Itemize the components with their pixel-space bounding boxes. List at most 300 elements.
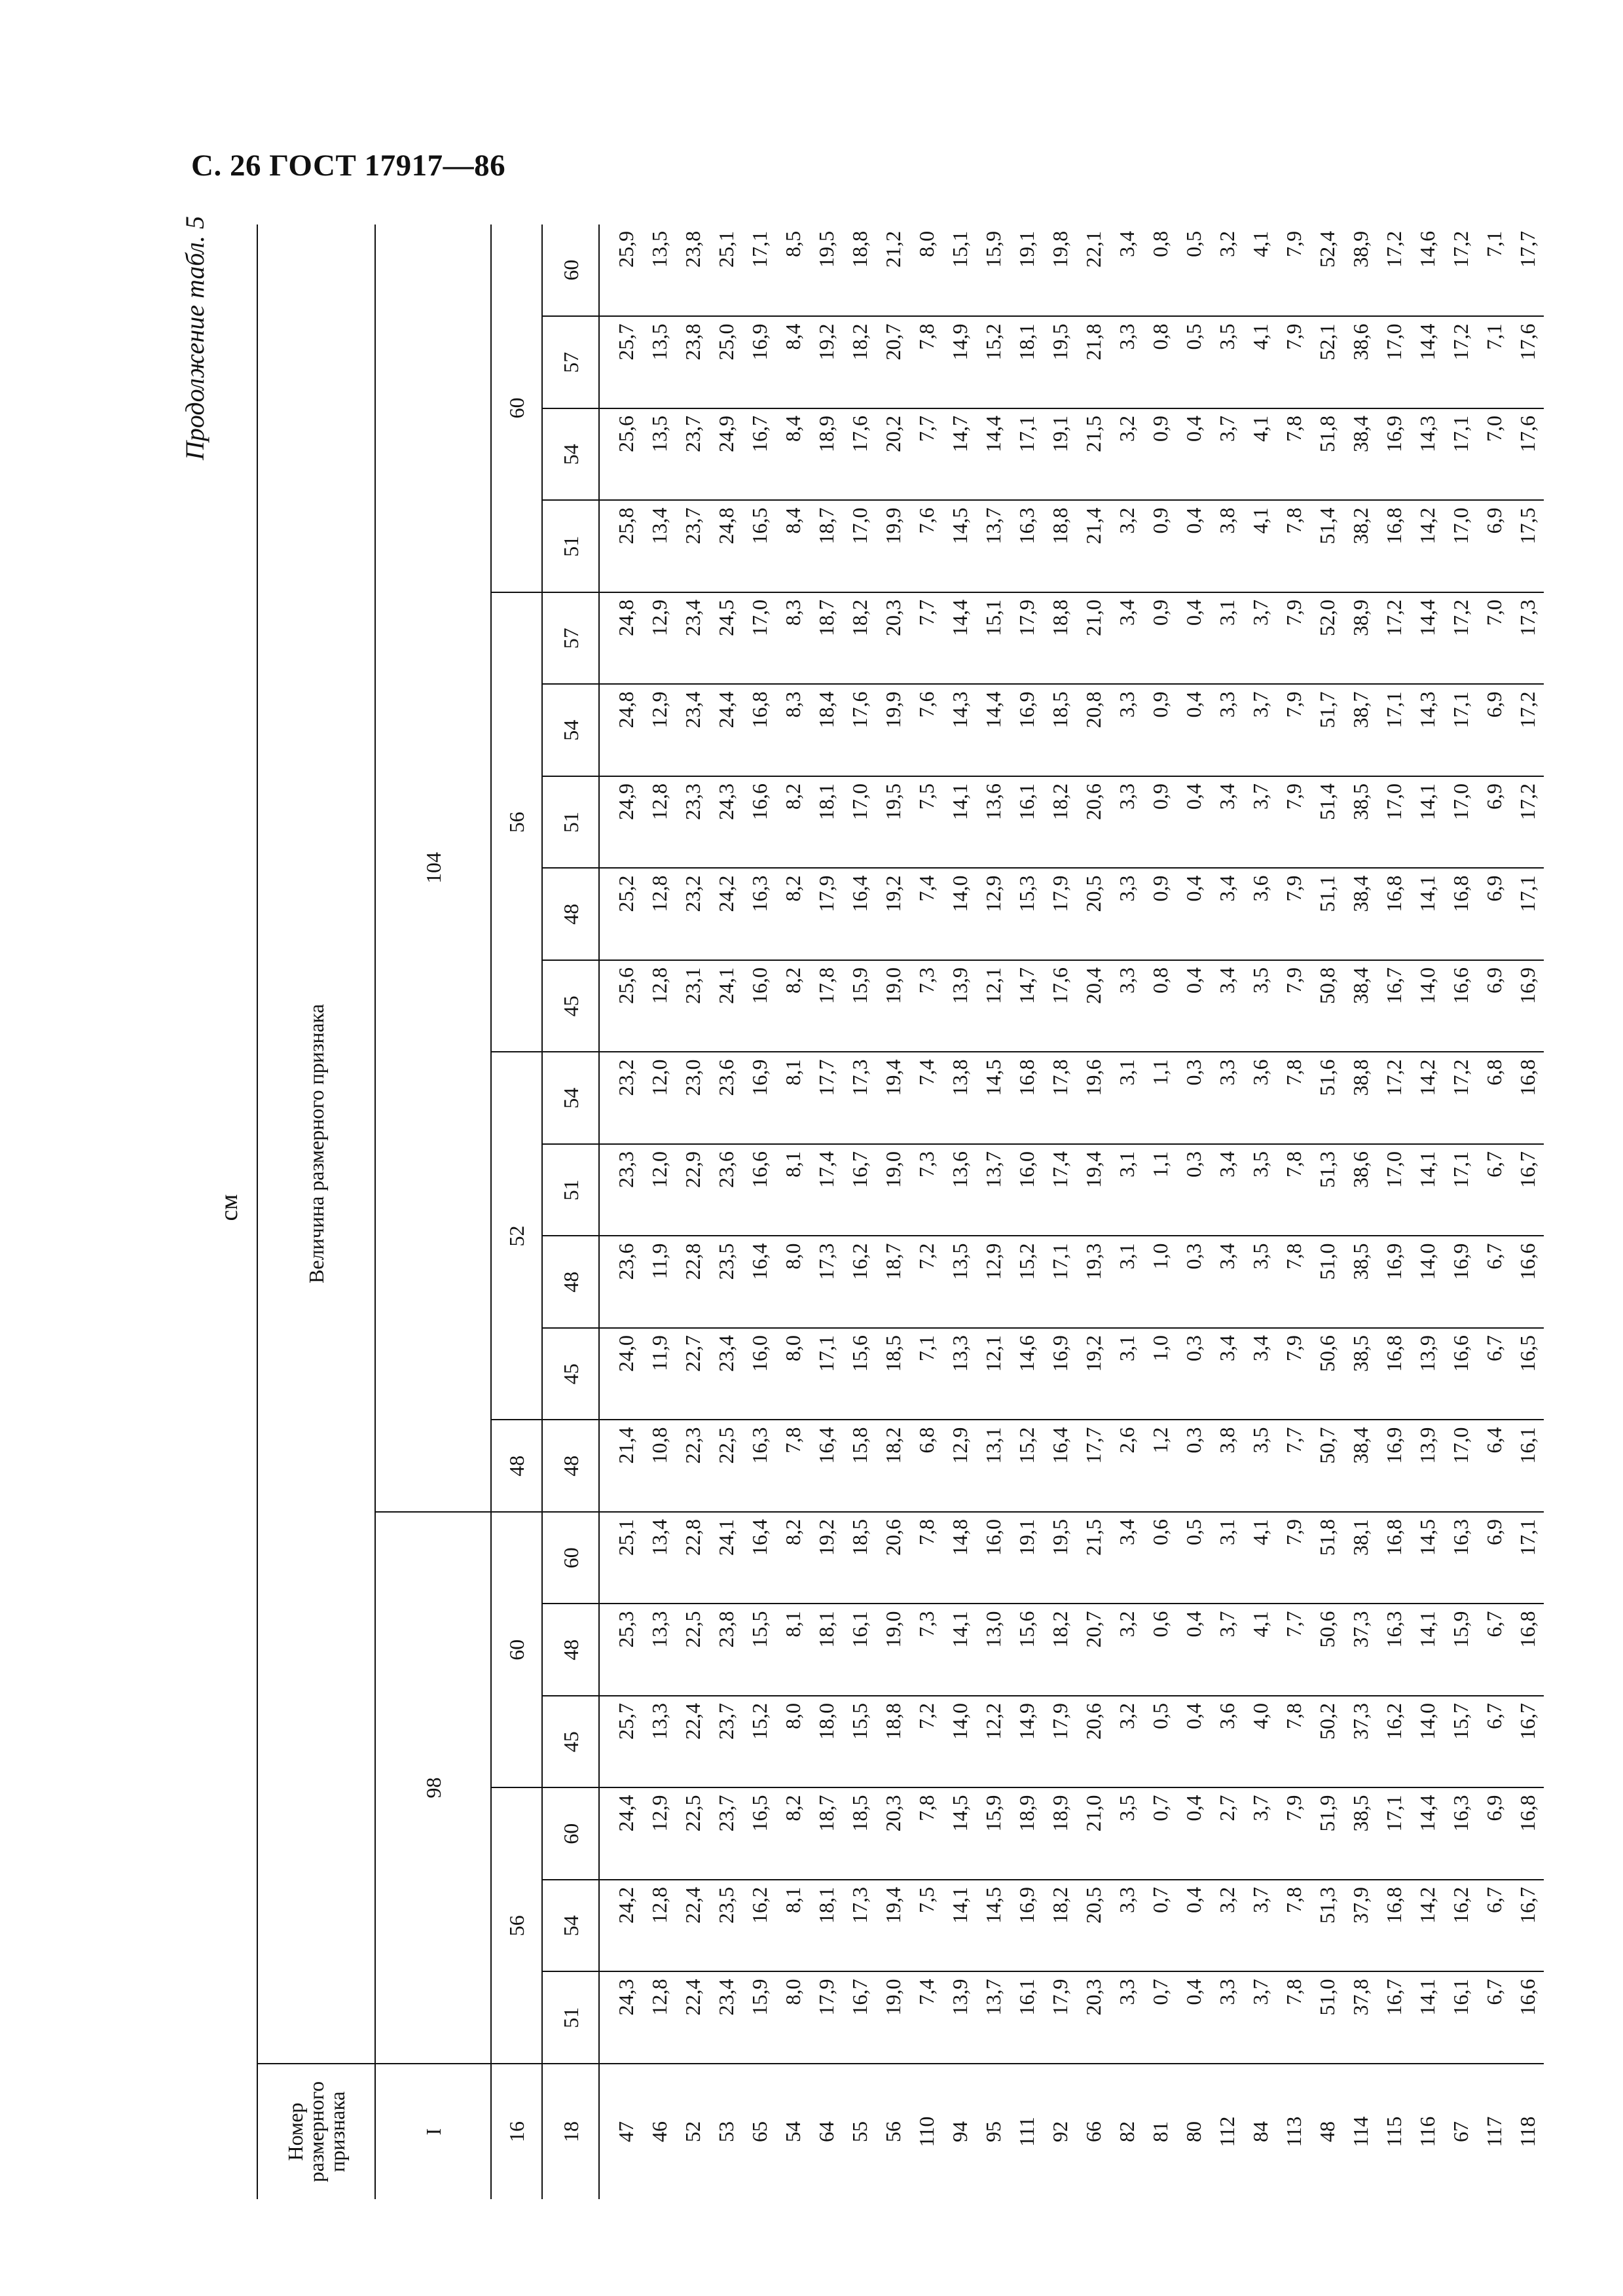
table-cell: 19,2	[809, 317, 843, 409]
table-cell: 38,5	[1343, 1788, 1377, 1880]
table-row	[742, 224, 776, 2199]
table-cell: 0,6	[1143, 1604, 1176, 1696]
table-cell: 24,0	[599, 1328, 642, 1420]
table-cell: 24,1	[709, 960, 742, 1052]
table-cell: 17,1	[1444, 408, 1477, 501]
table-cell: 12,9	[642, 592, 676, 685]
table-cell: 15,2	[1010, 1420, 1043, 1513]
table-cell: 17,0	[1444, 501, 1477, 593]
table-cell: 18,7	[809, 501, 843, 593]
row-number: 67	[1448, 2121, 1472, 2142]
group-header: 104	[375, 224, 491, 1512]
table-cell: 38,7	[1343, 685, 1377, 777]
table-cell: 23,1	[676, 960, 709, 1052]
table-cell: 22,8	[676, 1512, 709, 1604]
table-cell: 17,9	[809, 869, 843, 961]
column-header: 51	[542, 1972, 599, 2064]
table-cell: 13,4	[642, 1512, 676, 1604]
column-header: 48	[542, 1236, 599, 1329]
table-cell: 37,3	[1343, 1604, 1377, 1696]
table-cell: 18,2	[1043, 776, 1076, 869]
table-row	[1076, 224, 1110, 2199]
row-number: 111	[1014, 2117, 1038, 2147]
table-cell: 37,8	[1343, 1972, 1377, 2064]
table-cell: 7,8	[1277, 1052, 1310, 1145]
table-cell: 14,0	[943, 869, 976, 961]
table-cell: 13,4	[642, 501, 676, 593]
table-cell: 6,9	[1477, 869, 1510, 961]
table-cell: 20,6	[1076, 1696, 1110, 1788]
table-cell: 51,7	[1310, 685, 1343, 777]
table-row	[1377, 224, 1410, 2199]
table-cell: 8,2	[776, 869, 809, 961]
table-cell: 16,1	[1010, 1972, 1043, 2064]
table-row	[809, 224, 843, 2199]
table-cell: 16,8	[1510, 1052, 1544, 1145]
table-cell: 51,6	[1310, 1052, 1343, 1145]
table-cell: 12,9	[976, 869, 1010, 961]
table-cell: 23,6	[709, 1144, 742, 1236]
table-cell: 12,9	[642, 1788, 676, 1880]
table-cell: 7,8	[1277, 1696, 1310, 1788]
table-cell: 17,6	[1510, 317, 1544, 409]
table-cell: 1,1	[1143, 1052, 1176, 1145]
table-cell: 38,6	[1343, 1144, 1377, 1236]
table-cell: 4,1	[1243, 501, 1277, 593]
table-cell: 51,1	[1310, 869, 1343, 961]
table-cell: 8,1	[776, 1604, 809, 1696]
table-cell: 7,9	[1277, 592, 1310, 685]
table-cell: 7,8	[1277, 1144, 1310, 1236]
table-cell: 14,4	[1410, 592, 1444, 685]
table-cell: 12,8	[642, 1880, 676, 1972]
table-cell: 0,9	[1143, 501, 1176, 593]
table-cell: 23,4	[709, 1972, 742, 2064]
table-cell: 16,9	[1043, 1328, 1076, 1420]
row-number: 46	[647, 2121, 671, 2142]
table-cell: 8,5	[776, 224, 809, 317]
table-cell: 18,1	[809, 1604, 843, 1696]
table-cell: 16,4	[809, 1420, 843, 1513]
column-header: 51	[542, 1144, 599, 1236]
row-number: 55	[847, 2121, 871, 2142]
table-cell: 17,3	[843, 1052, 876, 1145]
table-cell: 13,6	[976, 776, 1010, 869]
table-cell: 17,2	[1444, 224, 1477, 317]
table-row	[976, 224, 1010, 2199]
table-cell: 24,5	[709, 592, 742, 685]
table-cell: 17,7	[809, 1052, 843, 1145]
table-cell: 19,0	[876, 1972, 909, 2064]
table-cell: 25,1	[709, 224, 742, 317]
table-cell: 17,2	[1377, 224, 1410, 317]
table-cell: 17,0	[1444, 776, 1477, 869]
table-row	[642, 224, 676, 2199]
table-cell: 16,4	[742, 1512, 776, 1604]
table-cell: 15,7	[1444, 1696, 1477, 1788]
table-cell: 3,8	[1210, 501, 1243, 593]
table-cell: 3,4	[1210, 1144, 1243, 1236]
table-cell: 15,8	[843, 1420, 876, 1513]
table-cell: 17,4	[809, 1144, 843, 1236]
table-cell: 0,9	[1143, 869, 1176, 961]
table-cell: 16,4	[1043, 1420, 1076, 1513]
row-number: 66	[1081, 2121, 1105, 2142]
table-row	[709, 224, 742, 2199]
table-cell: 25,6	[599, 408, 642, 501]
table-cell: 7,9	[1277, 776, 1310, 869]
table-cell: 7,4	[909, 1972, 943, 2064]
table-cell: 15,9	[742, 1972, 776, 2064]
table-cell: 7,8	[909, 1788, 943, 1880]
table-cell: 7,3	[909, 1144, 943, 1236]
table-cell: 14,0	[1410, 960, 1444, 1052]
table-cell: 19,3	[1076, 1236, 1110, 1329]
table-cell: 14,8	[943, 1512, 976, 1604]
table-cell: 13,9	[943, 1972, 976, 2064]
table-cell: 25,8	[599, 501, 642, 593]
table-cell: 15,5	[843, 1696, 876, 1788]
table-cell: 15,6	[1010, 1604, 1043, 1696]
row-number: 110	[914, 2116, 938, 2147]
table-cell: 17,0	[1377, 776, 1410, 869]
table-cell: 19,2	[876, 869, 909, 961]
table-cell: 17,2	[1444, 317, 1477, 409]
table-cell: 23,6	[709, 1052, 742, 1145]
table-cell: 3,4	[1110, 592, 1143, 685]
table-cell: 16,2	[1377, 1696, 1410, 1788]
table-cell: 24,8	[709, 501, 742, 593]
table-cell: 22,4	[676, 1972, 709, 2064]
table-cell: 16,9	[742, 317, 776, 409]
table-cell: 52,0	[1310, 592, 1343, 685]
table-cell: 22,5	[676, 1788, 709, 1880]
table-cell: 16,8	[742, 685, 776, 777]
table-cell: 18,5	[1043, 685, 1076, 777]
table-cell: 7,0	[1477, 408, 1510, 501]
table-cell: 11,9	[642, 1328, 676, 1420]
table-cell: 16,3	[1010, 501, 1043, 593]
table-cell: 20,8	[1076, 685, 1110, 777]
table-cell: 3,6	[1243, 1052, 1277, 1145]
table-cell: 16,3	[1444, 1788, 1477, 1880]
table-cell: 6,9	[1477, 1788, 1510, 1880]
table-cell: 16,5	[742, 1788, 776, 1880]
table-cell: 14,1	[1410, 1972, 1444, 2064]
units-label: см	[215, 1194, 243, 1221]
table-cell: 16,8	[1444, 869, 1477, 961]
table-cell: 18,5	[876, 1328, 909, 1420]
table-cell: 17,3	[1510, 592, 1544, 685]
column-header: 54	[542, 685, 599, 777]
table-cell: 17,2	[1510, 685, 1544, 777]
table-cell: 17,6	[843, 408, 876, 501]
table-cell: 38,9	[1343, 224, 1377, 317]
table-cell: 16,7	[843, 1144, 876, 1236]
table-cell: 18,8	[1043, 501, 1076, 593]
table-cell: 3,3	[1110, 776, 1143, 869]
table-cell: 17,7	[1510, 224, 1544, 317]
table-cell: 16,3	[742, 869, 776, 961]
table-cell: 22,5	[709, 1420, 742, 1513]
table-cell: 16,9	[1010, 685, 1043, 777]
table-cell: 38,8	[1343, 1052, 1377, 1145]
table-cell: 6,7	[1477, 1880, 1510, 1972]
table-cell: 23,8	[676, 224, 709, 317]
table-cell: 0,3	[1176, 1052, 1210, 1145]
table-cell: 16,9	[1377, 1236, 1410, 1329]
table-cell: 17,1	[1043, 1236, 1076, 1329]
table-cell: 15,9	[976, 1788, 1010, 1880]
table-cell: 3,1	[1110, 1144, 1143, 1236]
table-cell: 0,5	[1143, 1696, 1176, 1788]
table-cell: 3,7	[1210, 1604, 1243, 1696]
table-cell: 7,8	[909, 1512, 943, 1604]
table-cell: 16,3	[742, 1420, 776, 1513]
table-cell: 0,9	[1143, 776, 1176, 869]
table-cell: 17,8	[809, 960, 843, 1052]
table-cell: 14,1	[943, 1880, 976, 1972]
table-cell: 7,8	[1277, 1972, 1310, 2064]
table-cell: 0,3	[1176, 1236, 1210, 1329]
table-cell: 16,0	[742, 960, 776, 1052]
table-cell: 38,4	[1343, 869, 1377, 961]
table-cell: 14,0	[943, 1696, 976, 1788]
table-cell: 17,2	[1444, 592, 1477, 685]
table-cell: 7,5	[909, 776, 943, 869]
table-cell: 16,1	[1510, 1420, 1544, 1513]
table-cell: 7,9	[1277, 1328, 1310, 1420]
group-header: 98	[375, 1512, 491, 2064]
table-cell: 3,6	[1243, 869, 1277, 961]
row-number: 65	[747, 2121, 771, 2142]
table-cell: 16,6	[1510, 1972, 1544, 2064]
table-cell: 16,5	[1510, 1328, 1544, 1420]
table-cell: 23,4	[709, 1328, 742, 1420]
table-cell: 8,4	[776, 317, 809, 409]
table-cell: 25,0	[709, 317, 742, 409]
table-cell: 20,6	[876, 1512, 909, 1604]
table-cell: 13,7	[976, 1972, 1010, 2064]
table-cell: 16,7	[1510, 1696, 1544, 1788]
table-cell: 17,0	[1377, 1144, 1410, 1236]
table-cell: 19,0	[876, 1604, 909, 1696]
table-cell: 17,9	[1043, 1696, 1076, 1788]
table-cell: 3,4	[1110, 224, 1143, 317]
table-cell: 19,0	[876, 1144, 909, 1236]
table-cell: 16,8	[1510, 1788, 1544, 1880]
table-row	[599, 224, 642, 2199]
table-cell: 0,4	[1176, 1972, 1210, 2064]
table-cell: 16,7	[1377, 1972, 1410, 2064]
table-cell: 8,2	[776, 1788, 809, 1880]
table-cell: 7,9	[1277, 685, 1310, 777]
table-cell: 12,9	[976, 1236, 1010, 1329]
table-cell: 16,2	[742, 1880, 776, 1972]
column-header: 60	[542, 1788, 599, 1880]
table-cell: 15,9	[843, 960, 876, 1052]
table-cell: 16,0	[976, 1512, 1010, 1604]
table-cell: 1,0	[1143, 1328, 1176, 1420]
table-cell: 0,4	[1176, 1696, 1210, 1788]
table-cell: 14,0	[1410, 1696, 1444, 1788]
table-cell: 16,9	[1377, 1420, 1410, 1513]
table-cell: 22,5	[676, 1604, 709, 1696]
table-cell: 8,0	[776, 1696, 809, 1788]
table-cell: 18,2	[843, 592, 876, 685]
table-row	[1143, 224, 1176, 2199]
table-cell: 3,6	[1210, 1696, 1243, 1788]
table-cell: 6,9	[1477, 685, 1510, 777]
table-cell: 8,0	[776, 1972, 809, 2064]
row-key-1: I	[375, 2064, 491, 2199]
row-number: 118	[1515, 2116, 1539, 2147]
table-cell: 50,7	[1310, 1420, 1343, 1513]
table-cell: 17,9	[1043, 1972, 1076, 2064]
table-cell: 14,5	[976, 1880, 1010, 1972]
table-cell: 25,2	[599, 869, 642, 961]
table-cell: 23,7	[676, 408, 709, 501]
table-cell: 12,9	[642, 685, 676, 777]
table-cell: 22,9	[676, 1144, 709, 1236]
table-cell: 3,7	[1243, 685, 1277, 777]
table-cell: 0,9	[1143, 685, 1176, 777]
table-cell: 7,0	[1477, 592, 1510, 685]
value-header: Величина размерного признака	[257, 224, 375, 2064]
table-cell: 3,5	[1243, 960, 1277, 1052]
table-cell: 22,4	[676, 1696, 709, 1788]
table-cell: 6,4	[1477, 1420, 1510, 1513]
table-cell: 25,9	[599, 224, 642, 317]
table-cell: 17,1	[1444, 685, 1477, 777]
table-cell: 7,4	[909, 1052, 943, 1145]
table-cell: 8,2	[776, 1512, 809, 1604]
table-cell: 38,5	[1343, 1328, 1377, 1420]
table-cell: 14,7	[1010, 960, 1043, 1052]
table-cell: 7,8	[1277, 1236, 1310, 1329]
table-cell: 14,0	[1410, 1236, 1444, 1329]
table-cell: 19,0	[876, 960, 909, 1052]
table-continuation-label: Продолжение табл. 5	[180, 216, 210, 461]
table-cell: 14,1	[943, 776, 976, 869]
table-cell: 18,7	[809, 592, 843, 685]
table-cell: 3,5	[1243, 1420, 1277, 1513]
table-cell: 23,2	[676, 869, 709, 961]
row-key-2: 16	[491, 2064, 542, 2199]
row-number: 82	[1114, 2121, 1139, 2142]
table-cell: 7,7	[1277, 1420, 1310, 1513]
table-cell: 12,2	[976, 1696, 1010, 1788]
table-cell: 16,7	[1510, 1880, 1544, 1972]
table-cell: 8,2	[776, 776, 809, 869]
table-cell: 52,4	[1310, 224, 1343, 317]
table-cell: 3,3	[1110, 1880, 1143, 1972]
table-cell: 22,3	[676, 1420, 709, 1513]
table-cell: 21,0	[1076, 592, 1110, 685]
table-cell: 17,5	[1510, 501, 1544, 593]
table-cell: 18,2	[1043, 1604, 1076, 1696]
table-row	[1310, 224, 1343, 2199]
table-cell: 8,2	[776, 960, 809, 1052]
table-cell: 7,9	[1277, 869, 1310, 961]
table-cell: 4,1	[1243, 408, 1277, 501]
table-cell: 14,4	[1410, 317, 1444, 409]
column-header: 57	[542, 317, 599, 409]
table-cell: 13,7	[976, 1144, 1010, 1236]
table-cell: 14,1	[1410, 869, 1444, 961]
column-header: 54	[542, 1880, 599, 1972]
table-cell: 1,0	[1143, 1236, 1176, 1329]
table-cell: 17,2	[1377, 1052, 1410, 1145]
table-cell: 25,7	[599, 1696, 642, 1788]
row-number: 113	[1281, 2116, 1305, 2147]
table-cell: 20,2	[876, 408, 909, 501]
table-cell: 17,1	[1377, 1788, 1410, 1880]
table-cell: 17,9	[809, 1972, 843, 2064]
table-cell: 18,4	[809, 685, 843, 777]
table-cell: 3,3	[1110, 869, 1143, 961]
table-cell: 3,3	[1110, 317, 1143, 409]
table-cell: 7,7	[909, 408, 943, 501]
table-cell: 2,7	[1210, 1788, 1243, 1880]
table-cell: 17,1	[1444, 1144, 1477, 1236]
table-cell: 18,2	[1043, 1880, 1076, 1972]
table-cell: 18,9	[809, 408, 843, 501]
table-cell: 0,5	[1176, 317, 1210, 409]
table-cell: 21,4	[1076, 501, 1110, 593]
table-cell: 13,9	[943, 960, 976, 1052]
table-cell: 14,4	[943, 592, 976, 685]
table-cell: 16,7	[843, 1972, 876, 2064]
table-cell: 17,8	[1043, 1052, 1076, 1145]
table-row	[943, 224, 976, 2199]
table-cell: 19,1	[1010, 1512, 1043, 1604]
table-cell: 13,3	[943, 1328, 976, 1420]
table-cell: 0,8	[1143, 224, 1176, 317]
row-number: 52	[680, 2121, 704, 2142]
table-cell: 16,1	[1444, 1972, 1477, 2064]
table-cell: 38,2	[1343, 501, 1377, 593]
table-cell: 17,2	[1444, 1052, 1477, 1145]
table-cell: 24,4	[599, 1788, 642, 1880]
table-cell: 14,2	[1410, 501, 1444, 593]
table-cell: 23,8	[676, 317, 709, 409]
table-cell: 24,3	[709, 776, 742, 869]
subgroup-header: 56	[491, 592, 542, 1052]
table-cell: 14,6	[1410, 224, 1444, 317]
table-cell: 24,2	[599, 1880, 642, 1972]
row-number: 81	[1148, 2121, 1172, 2142]
table-cell: 7,9	[1277, 317, 1310, 409]
table-cell: 12,1	[976, 960, 1010, 1052]
table-cell: 21,2	[876, 224, 909, 317]
column-header: 54	[542, 408, 599, 501]
table-cell: 14,5	[976, 1052, 1010, 1145]
table-cell: 3,7	[1243, 776, 1277, 869]
table-cell: 16,6	[1444, 960, 1477, 1052]
table-cell: 18,9	[1043, 1788, 1076, 1880]
table-cell: 19,9	[876, 685, 909, 777]
table-cell: 20,7	[1076, 1604, 1110, 1696]
table-cell: 18,7	[809, 1788, 843, 1880]
table-cell: 3,8	[1210, 1420, 1243, 1513]
table-cell: 3,3	[1110, 685, 1143, 777]
table-cell: 6,8	[909, 1420, 943, 1513]
table-cell: 14,9	[943, 317, 976, 409]
table-cell: 20,6	[1076, 776, 1110, 869]
table-cell: 17,1	[1510, 869, 1544, 961]
column-header: 48	[542, 869, 599, 961]
